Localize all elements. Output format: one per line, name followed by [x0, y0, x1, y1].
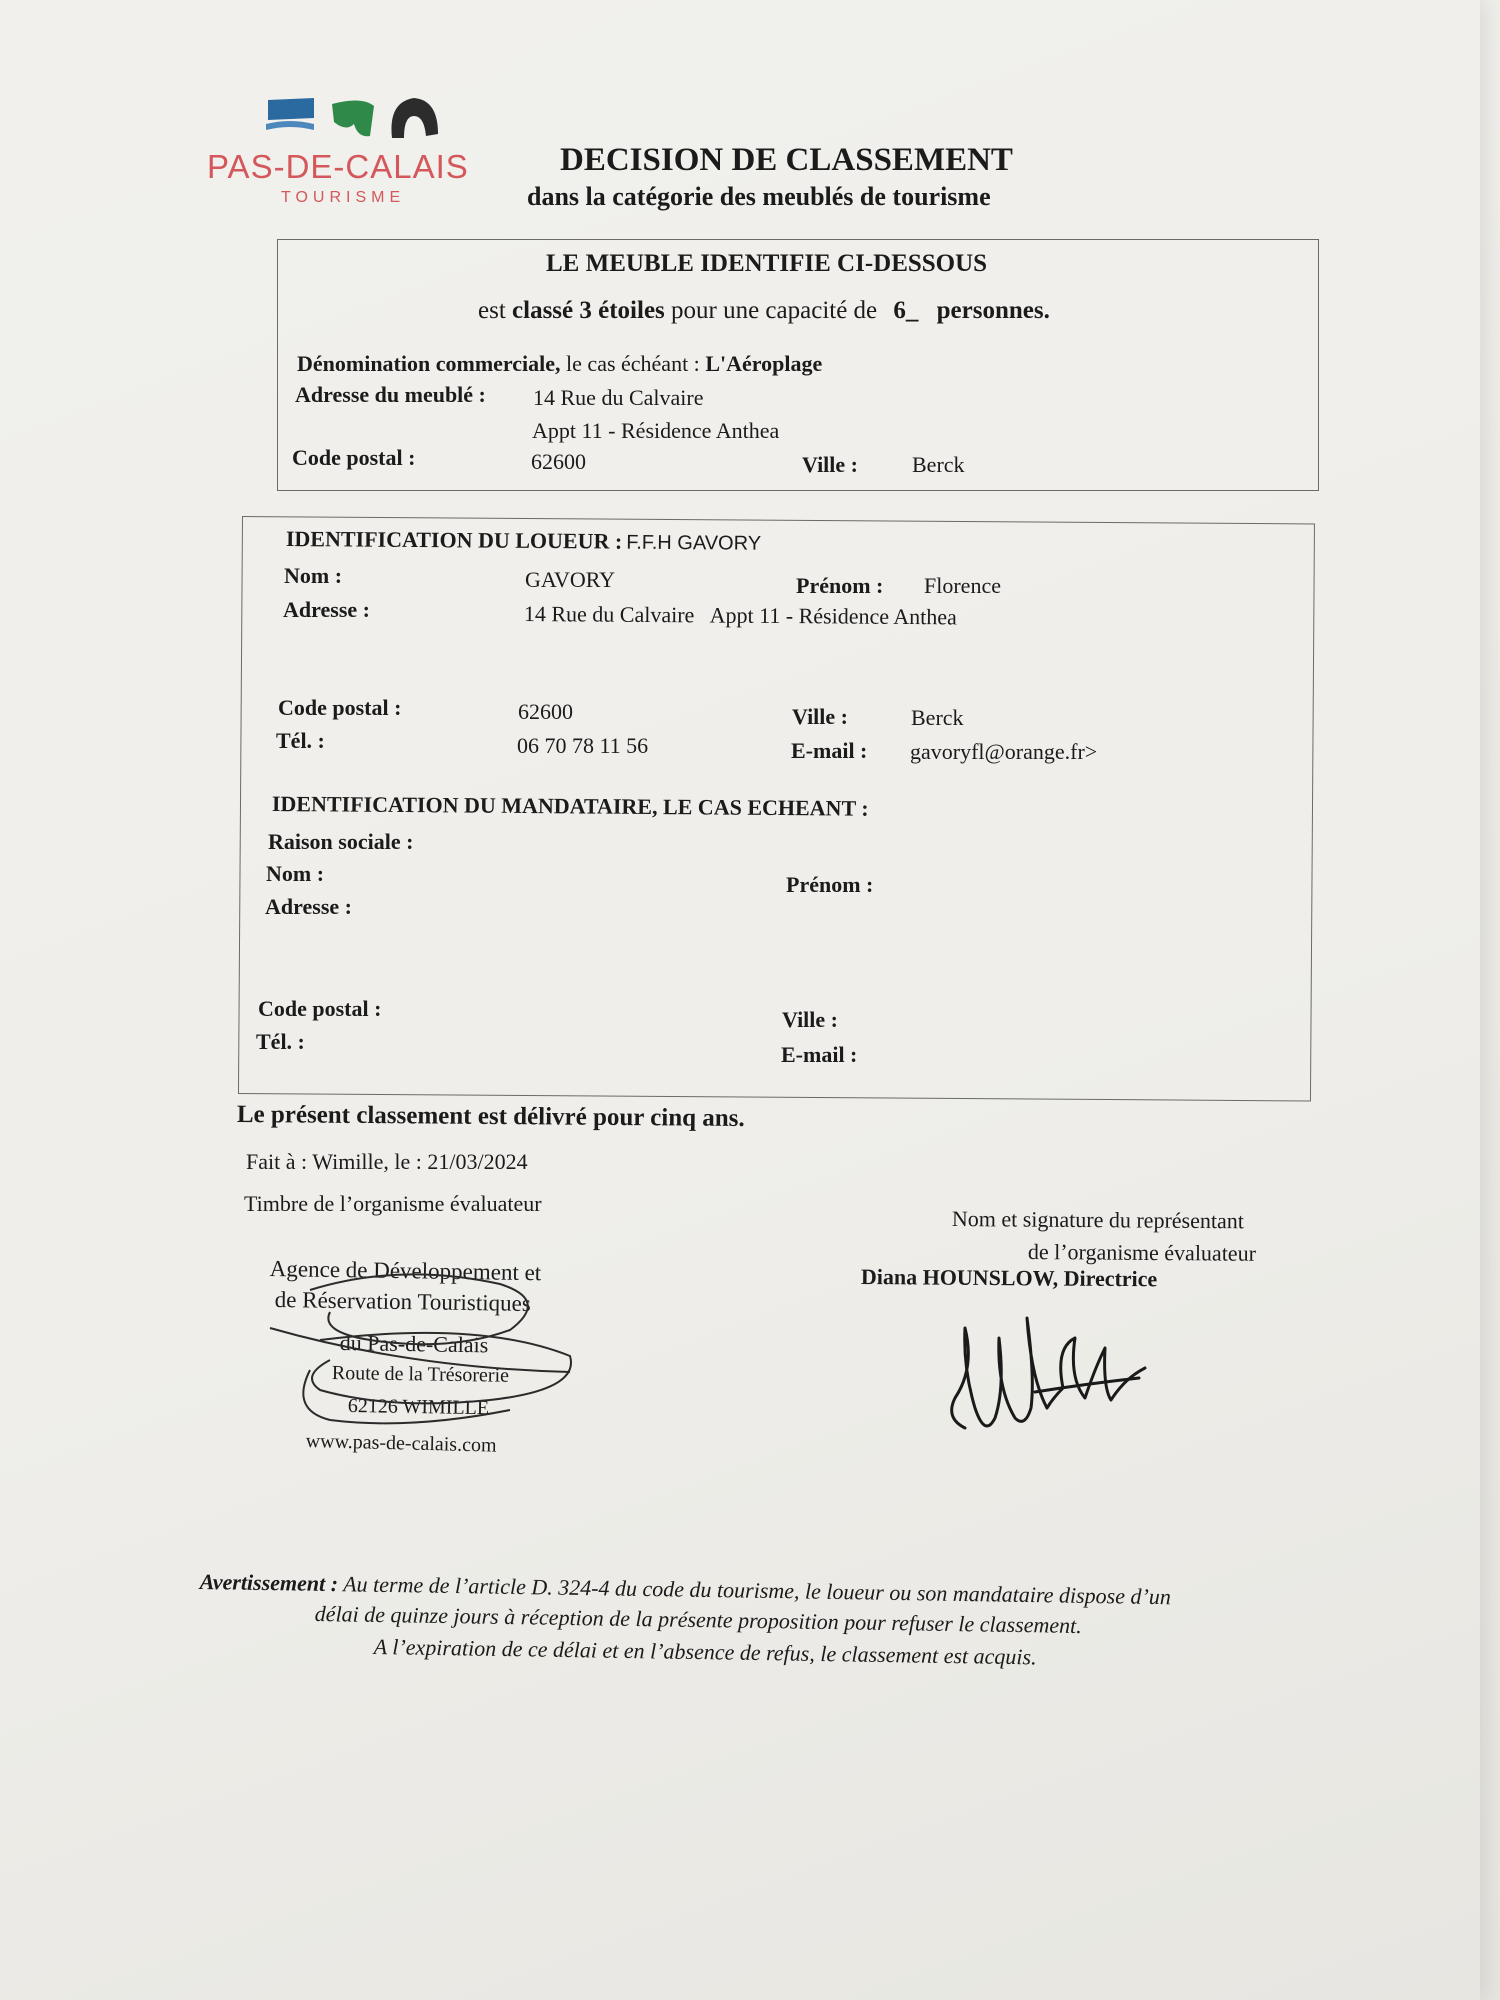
classement-value: classé 3 étoiles [512, 297, 665, 324]
loueur-nom-value: GAVORY [525, 567, 616, 592]
loueur-heading-value: F.F.H GAVORY [626, 531, 762, 555]
denomination-row: Dénomination commerciale, le cas échéant : L'Aéroplage [297, 351, 823, 376]
loueur-adresse-label: Adresse : [283, 597, 370, 622]
loueur-adresse-value: 14 Rue du Calvaire Appt 11 - Résidence Anthea [523, 601, 957, 630]
classement-line: est classé 3 étoiles pour une capacité de 6_ personnes. [478, 297, 1050, 324]
document-subtitle: dans la catégorie des meublés de tourisme [527, 182, 991, 211]
stamp-line2: de Réservation Touristiques [274, 1287, 532, 1317]
mandataire-tel-label: Tél. : [256, 1029, 305, 1054]
ville-meuble-label: Ville : [802, 452, 858, 477]
capacity-value: 6_ [893, 297, 919, 324]
denomination-value: L'Aéroplage [705, 351, 823, 376]
stamp-line1: Agence de Développement et [269, 1256, 542, 1286]
stamp-line3: du Pas-de-Calais [339, 1330, 489, 1358]
document-title: DECISION DE CLASSEMENT [560, 142, 1013, 178]
loueur-ville-label: Ville : [792, 704, 848, 729]
meuble-heading: LE MEUBLE IDENTIFIE CI-DESSOUS [546, 250, 988, 277]
loueur-email-label: E-mail : [791, 738, 868, 763]
ville-meuble-value: Berck [912, 452, 965, 477]
signatory-name: Diana HOUNSLOW, Directrice [860, 1264, 1158, 1292]
cp-meuble-value: 62600 [531, 449, 586, 474]
stamp-line5: 62126 WIMILLE [347, 1395, 490, 1420]
logo-name: PAS-DE-CALAIS [207, 148, 469, 185]
mandataire-adresse-label: Adresse : [265, 894, 352, 919]
loueur-cp-label: Code postal : [278, 695, 402, 720]
stamp-signature-scribble [250, 1260, 590, 1450]
stamp-line4: Route de la Trésorerie [331, 1362, 510, 1387]
stamp-line6: www.pas-de-calais.com [305, 1430, 497, 1457]
adresse-meuble-label: Adresse du meublé : [295, 382, 486, 407]
mandataire-email-label: E-mail : [781, 1042, 858, 1067]
loueur-prenom-label: Prénom : [796, 573, 884, 598]
mandataire-prenom-label: Prénom : [786, 872, 874, 897]
loueur-cp-value: 62600 [518, 699, 573, 724]
loueur-nom-label: Nom : [284, 563, 343, 588]
timbre-label: Timbre de l’organisme évaluateur [244, 1191, 542, 1216]
validity-statement: Le présent classement est délivré pour cinq ans. [236, 1101, 745, 1132]
loueur-tel-label: Tél. : [276, 728, 325, 753]
mandataire-heading: IDENTIFICATION DU MANDATAIRE, LE CAS ECHEANT : [271, 791, 869, 821]
adresse-meuble-line1: 14 Rue du Calvaire [533, 385, 704, 410]
loueur-ville-value: Berck [911, 705, 964, 730]
logo-subtitle: TOURISME [281, 189, 406, 206]
loueur-tel-value: 06 70 78 11 56 [517, 733, 649, 758]
loueur-heading: IDENTIFICATION DU LOUEUR : [285, 526, 623, 554]
mandataire-raison-label: Raison sociale : [268, 829, 414, 854]
warning-line2: délai de quinze jours à réception de la présente proposition pour refuser le classement. [314, 1601, 1082, 1639]
loueur-email-value: gavoryfl@orange.fr> [910, 739, 1098, 764]
signature-label-line2: de l’organisme évaluateur [1027, 1239, 1257, 1266]
warning-line3: A l’expiration de ce délai et en l’absence de refus, le classement est acquis. [373, 1634, 1037, 1670]
signature-label-line1: Nom et signature du représentant [951, 1206, 1245, 1234]
loueur-prenom-value: Florence [924, 573, 1001, 598]
mandataire-ville-label: Ville : [782, 1007, 838, 1032]
fait-a-date: Fait à : Wimille, le : 21/03/2024 [246, 1149, 528, 1174]
mandataire-cp-label: Code postal : [258, 996, 382, 1021]
mandataire-nom-label: Nom : [266, 861, 325, 886]
loueur-heading-row [286, 526, 761, 556]
cp-meuble-label: Code postal : [292, 445, 416, 470]
warning-line1: Avertissement : Au terme de l’article D. 324-4 du code du tourisme, le loueur ou son mandataire dispose d’un [199, 1569, 1172, 1610]
pas-de-calais-logo [262, 94, 448, 144]
representative-signature [935, 1308, 1150, 1448]
adresse-meuble-line2: Appt 11 - Résidence Anthea [532, 418, 780, 443]
